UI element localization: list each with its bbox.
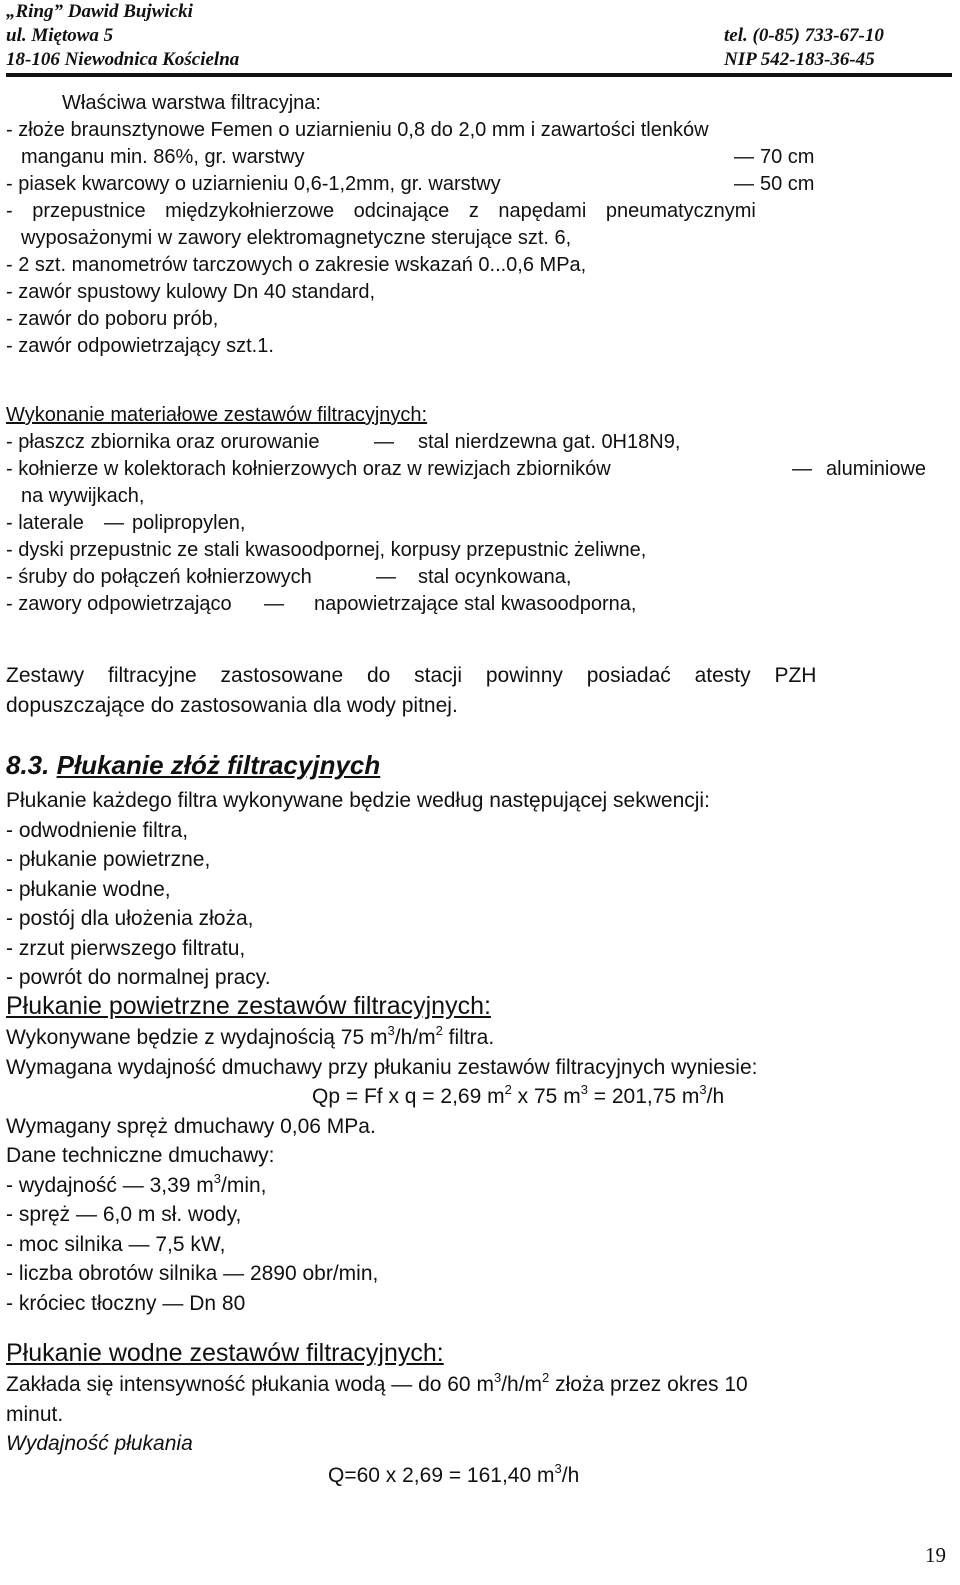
water-intensity-continued: minut. xyxy=(6,1402,64,1426)
list-item: - zrzut pierwszego filtratu, xyxy=(6,936,246,960)
text: Wykonywane będzie z wydajnością 75 m xyxy=(6,1026,388,1049)
air-wash-section xyxy=(6,1023,952,1318)
page-number: 19 xyxy=(925,1543,946,1567)
superscript: 3 xyxy=(699,1082,707,1097)
text: Qp = Ff x q = 2,69 m xyxy=(312,1085,505,1108)
list-item xyxy=(6,171,952,198)
list-item-text: - laterale xyxy=(6,512,84,534)
filter-layer-section xyxy=(6,90,952,360)
text: do 60 m xyxy=(418,1373,494,1396)
list-item-value: aluminiowe xyxy=(826,458,927,480)
list-item-value: polipropylen, xyxy=(132,512,246,534)
text: 6,0 m sł. wody, xyxy=(102,1203,242,1226)
text: - króciec tłoczny xyxy=(6,1291,157,1315)
text: /min, xyxy=(221,1173,267,1197)
list-item: - moc silnika — 7,5 kW, xyxy=(6,1232,226,1256)
list-item-text: - kołnierze w kolektorach kołnierzowych oraz w rewizjach zbiorników xyxy=(6,458,611,480)
superscript: 3 xyxy=(387,1023,395,1038)
list-item xyxy=(6,591,952,618)
text: - spręż xyxy=(6,1203,71,1226)
list-item xyxy=(6,144,952,171)
list-item xyxy=(6,456,952,483)
text: /h/m xyxy=(394,1026,436,1049)
list-item: - zawór do poboru prób, xyxy=(6,308,219,330)
text: Q=60 x 2,69 = 161,40 m xyxy=(328,1463,555,1487)
materials-section xyxy=(6,402,952,618)
water-wash-heading: Płukanie wodne zestawów filtracyjnych: xyxy=(6,1339,444,1367)
dash: — xyxy=(734,173,754,195)
text: Dn 80 xyxy=(189,1291,246,1315)
text: /h/m xyxy=(501,1373,543,1396)
list-item-text: - śruby do połączeń kołnierzowych xyxy=(6,566,312,588)
list-item xyxy=(6,117,952,144)
section-title: Płukanie złóż filtracyjnych xyxy=(56,750,381,780)
list-item xyxy=(6,564,952,591)
dash: — xyxy=(734,146,754,168)
text: /h xyxy=(706,1085,725,1108)
superscript: 3 xyxy=(493,1370,502,1385)
list-item-text: - złoże braunsztynowe Femen o uziarnieniu 0,8 do 2,0 mm i zawartości tlenków xyxy=(6,119,709,141)
section-heading xyxy=(6,750,380,781)
superscript: 2 xyxy=(504,1082,512,1097)
list-item: - płukanie powietrzne, xyxy=(6,848,211,871)
list-item xyxy=(6,429,952,456)
list-item-text: - zawory odpowietrzająco xyxy=(6,593,232,615)
list-item-text: - płaszcz zbiornika oraz orurowanie xyxy=(6,431,320,453)
list-item-text: wyposażonymi w zawory elektromagnetyczne sterujące szt. 6, xyxy=(21,227,572,249)
list-item xyxy=(6,510,952,537)
company-name: „Ring” Dawid Bujwicki xyxy=(6,1,193,22)
air-wash-heading: Płukanie powietrzne zestawów filtracyjnych: xyxy=(6,992,491,1020)
formula-qp xyxy=(6,1082,952,1112)
superscript: 3 xyxy=(580,1082,588,1097)
text: /h xyxy=(561,1463,580,1487)
washing-sequence xyxy=(6,786,952,993)
list-item: - zawór spustowy kulowy Dn 40 standard, xyxy=(6,281,376,303)
superscript: 2 xyxy=(435,1023,443,1038)
text: - liczba obrotów silnika xyxy=(6,1262,218,1285)
list-item: - płukanie wodne, xyxy=(6,877,171,901)
list-item: - postój dla ułożenia złoża, xyxy=(6,907,254,930)
pzh-paragraph xyxy=(6,661,952,721)
superscript: 2 xyxy=(542,1370,550,1385)
dash: — xyxy=(264,593,284,615)
text: Zakłada się intensywność płukania wodą xyxy=(6,1373,386,1396)
text: 3,39 m xyxy=(149,1173,214,1197)
list-item xyxy=(6,198,952,225)
text: 7,5 kW, xyxy=(155,1232,226,1256)
dash: — xyxy=(792,458,812,480)
list-item-value: stal nierdzewna gat. 0H18N9, xyxy=(418,431,681,453)
company-phone: tel. (0-85) 733-67-10 xyxy=(724,25,884,46)
text: 2890 obr/min, xyxy=(249,1262,379,1285)
superscript: 3 xyxy=(213,1170,221,1186)
sequence-intro: Płukanie każdego filtra wykonywane będzie według następującej sekwencji: xyxy=(6,789,710,812)
pressure-requirement: Wymagany spręż dmuchawy 0,06 MPa. xyxy=(6,1114,376,1138)
section-number: 8.3. xyxy=(6,750,50,780)
company-city: 18-106 Niewodnica Kościelna xyxy=(6,49,240,70)
dash: — xyxy=(104,512,124,534)
list-item: - wydajność — 3,39 $m^3/\min$, xyxy=(6,1170,267,1197)
water-intensity: Zakłada się intensywność płukania wodą — do 60 $m^3/h/m^2$ złoża przez okres 10 xyxy=(6,1370,748,1396)
tech-data-heading: Dane techniczne dmuchawy: xyxy=(6,1144,275,1167)
formula-q xyxy=(6,1461,952,1491)
list-item: - spręż — 6,0 m sł. wody, xyxy=(6,1203,242,1226)
pzh-line: dopuszczające do zastosowania dla wody pitnej. xyxy=(6,694,458,717)
header-rule xyxy=(6,73,952,77)
text: filtra. xyxy=(442,1026,495,1049)
text: - moc silnika xyxy=(6,1232,123,1256)
list-item: - zawór odpowietrzający szt.1. xyxy=(6,335,274,357)
list-item: - 2 szt. manometrów tarczowych o zakresie wskazań 0...0,6 MPa, xyxy=(6,254,587,276)
list-item-value: stal ocynkowana, xyxy=(418,566,572,588)
superscript: 3 xyxy=(554,1460,562,1476)
thickness-value: 50 cm xyxy=(760,173,815,195)
list-item-value: napowietrzające stal kwasoodporna, xyxy=(314,593,637,615)
pzh-line: Zestawy filtracyjne zastosowane do stacji powinny posiadać atesty PZH xyxy=(6,664,817,687)
company-street: ul. Miętowa 5 xyxy=(6,25,114,46)
dash: — xyxy=(376,566,396,588)
thickness-value: 70 cm xyxy=(760,146,815,168)
list-item: - dyski przepustnic ze stali kwasoodpornej, korpusy przepustnic żeliwne, xyxy=(6,539,647,561)
text: złoża przez okres 10 xyxy=(549,1373,748,1396)
text: - wydajność xyxy=(6,1173,117,1197)
filter-layer-heading: Właściwa warstwa filtracyjna: xyxy=(62,92,321,114)
dash: — xyxy=(374,431,394,453)
list-item: - odwodnienie filtra, xyxy=(6,818,189,842)
water-wash-section xyxy=(6,1370,952,1490)
text: x 75 m xyxy=(511,1085,581,1108)
text: = 201,75 m xyxy=(587,1085,700,1108)
materials-heading: Wykonanie materiałowe zestawów filtracyjnych: xyxy=(6,404,428,426)
list-item-text: - przepustnice międzykołnierzowe odcinające z napędami pneumatycznymi xyxy=(6,200,756,222)
yield-label: Wydajność płukania xyxy=(6,1432,193,1455)
list-item: - liczba obrotów silnika — 2890 obr/min, xyxy=(6,1262,379,1285)
company-nip: NIP 542-183-36-45 xyxy=(724,49,875,70)
list-item: - króciec tłoczny — Dn 80 xyxy=(6,1291,246,1315)
blower-requirement: Wymagana wydajność dmuchawy przy płukaniu zestawów filtracyjnych wyniesie: xyxy=(6,1055,758,1079)
list-item-text: manganu min. 86%, gr. warstwy xyxy=(21,146,305,168)
list-item-text: na wywijkach, xyxy=(21,485,145,507)
list-item-text: - piasek kwarcowy o uziarnieniu 0,6-1,2mm, gr. warstwy xyxy=(6,173,501,195)
air-wash-rate xyxy=(6,1023,952,1053)
list-item: - powrót do normalnej pracy. xyxy=(6,966,271,989)
letterhead xyxy=(6,0,952,80)
